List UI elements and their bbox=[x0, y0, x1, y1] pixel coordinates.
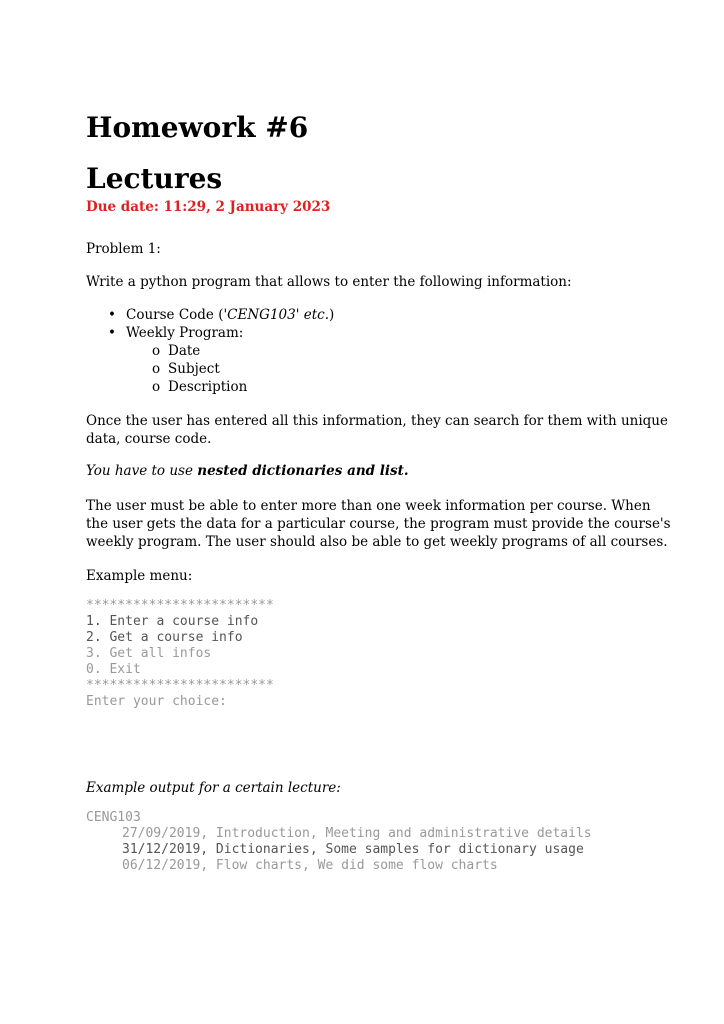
menu-item-0: 0. Exit bbox=[86, 662, 141, 677]
sub-item-description: o Description bbox=[152, 378, 334, 396]
intro-paragraph: Write a python program that allows to enter the following information: bbox=[86, 274, 572, 290]
list-item-course-code: • Course Code ('CENG103' etc.) bbox=[108, 306, 334, 324]
output-line-2: 31/12/2019, Dictionaries, Some samples for dictionary usage bbox=[122, 842, 584, 857]
menu-item-2: 2. Get a course info bbox=[86, 630, 243, 645]
page-title: Homework #6 bbox=[86, 111, 309, 144]
output-line-1: 27/09/2019, Introduction, Meeting and administrative details bbox=[122, 826, 592, 841]
due-date: Due date: 11:29, 2 January 2023 bbox=[86, 199, 331, 215]
output-line-3: 06/12/2019, Flow charts, We did some flow charts bbox=[122, 858, 498, 873]
weeks-paragraph: The user must be able to enter more than one week information per course. When the user gets the data for a particular course, the program must provide the course's weekly program. The user should also be able to get weekly programs of all courses. bbox=[86, 498, 671, 550]
sub-item-date: o Date bbox=[152, 342, 334, 360]
menu-prompt: Enter your choice: bbox=[86, 694, 227, 709]
example-output-label: Example output for a certain lecture: bbox=[86, 780, 341, 796]
sub-item-subject: o Subject bbox=[152, 360, 334, 378]
info-list bbox=[108, 306, 334, 396]
example-menu-label: Example menu: bbox=[86, 568, 193, 584]
weekly-program-sublist bbox=[126, 342, 334, 396]
menu-item-1: 1. Enter a course info bbox=[86, 614, 259, 629]
nested-paragraph: You have to use nested dictionaries and list. bbox=[86, 463, 409, 479]
menu-stars-top: ************************ bbox=[86, 598, 274, 613]
list-item-weekly-program: • Weekly Program: o Date o Subject o Description bbox=[108, 324, 334, 396]
menu-stars-bottom: ************************ bbox=[86, 678, 274, 693]
menu-item-3: 3. Get all infos bbox=[86, 646, 212, 661]
problem-label: Problem 1: bbox=[86, 241, 161, 257]
search-paragraph: Once the user has entered all this information, they can search for them with unique data, course code. bbox=[86, 413, 668, 447]
page-subtitle: Lectures bbox=[86, 162, 223, 195]
output-course: CENG103 bbox=[86, 810, 141, 825]
